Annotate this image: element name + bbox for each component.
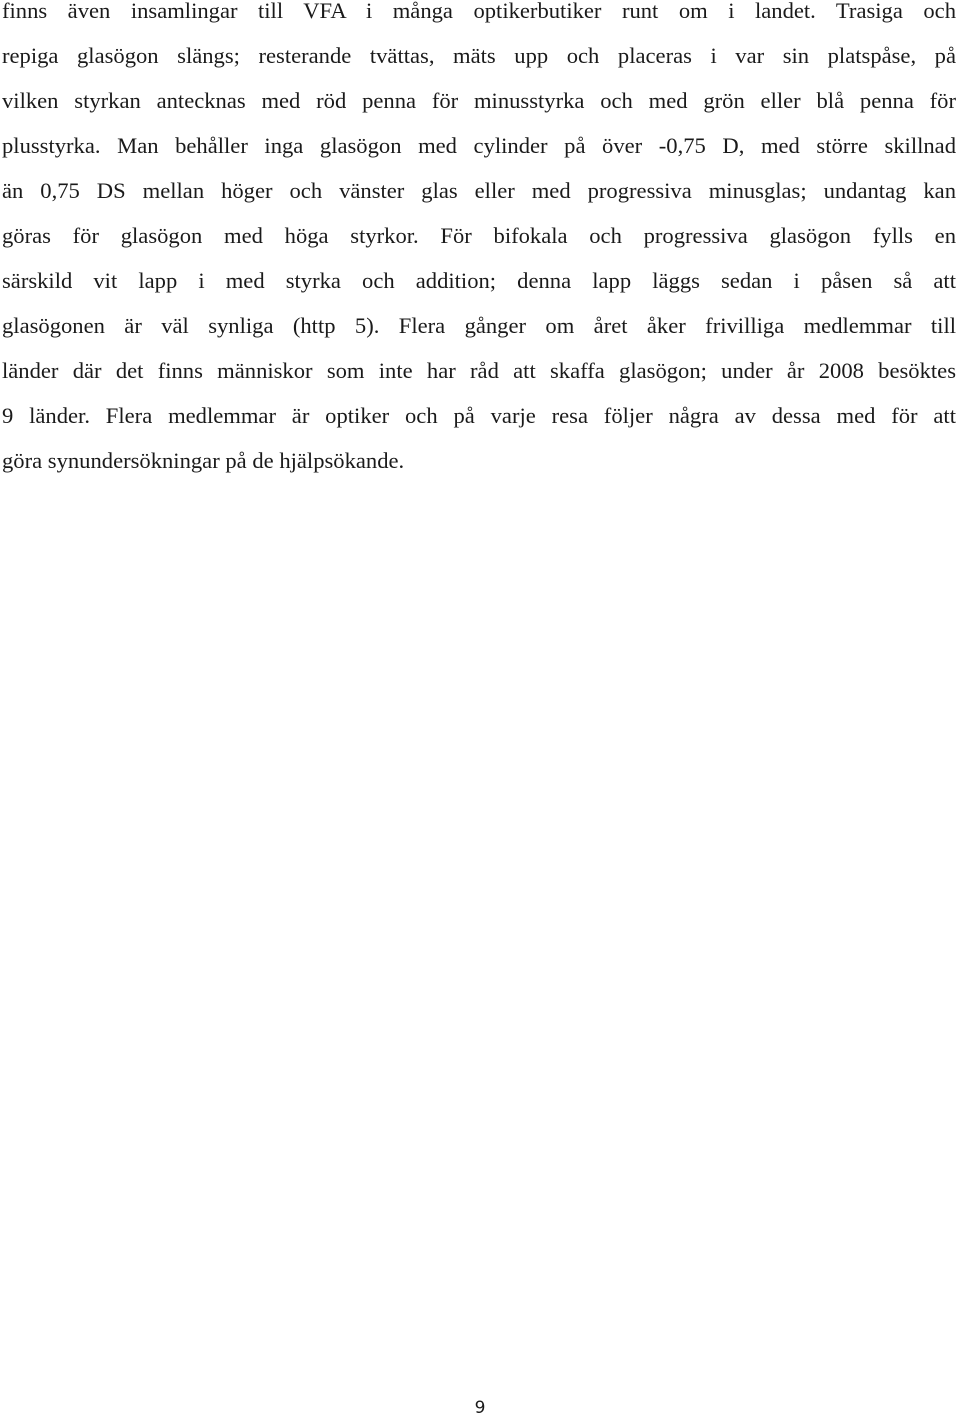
text-line: vilken styrkan antecknas med röd penna för minusstyrka och med grön eller blå penna för <box>2 88 956 113</box>
text-line: plusstyrka. Man behåller inga glasögon med cylinder på över -0,75 D, med större skillnad <box>2 133 956 158</box>
text-line: särskild vit lapp i med styrka och addition; denna lapp läggs sedan i påsen så att <box>2 268 956 293</box>
text-line: än 0,75 DS mellan höger och vänster glas eller med progressiva minusglas; undantag kan <box>2 178 956 203</box>
body-paragraph <box>2 0 956 483</box>
text-line: 9 länder. Flera medlemmar är optiker och på varje resa följer några av dessa med för att <box>2 403 956 428</box>
text-line: glasögonen är väl synliga (http 5). Flera gånger om året åker frivilliga medlemmar till <box>2 313 956 338</box>
text-line: repiga glasögon slängs; resterande tvättas, mäts upp och placeras i var sin platspåse, på <box>2 43 956 68</box>
text-line: göra synundersökningar på de hjälpsökande. <box>2 448 405 473</box>
page-number: 9 <box>474 1398 486 1418</box>
text-line: finns även insamlingar till VFA i många optikerbutiker runt om i landet. Trasiga och <box>2 0 956 23</box>
text-line: länder där det finns människor som inte har råd att skaffa glasögon; under år 2008 besöktes <box>2 358 956 383</box>
text-line: göras för glasögon med höga styrkor. För bifokala och progressiva glasögon fylls en <box>2 223 956 248</box>
